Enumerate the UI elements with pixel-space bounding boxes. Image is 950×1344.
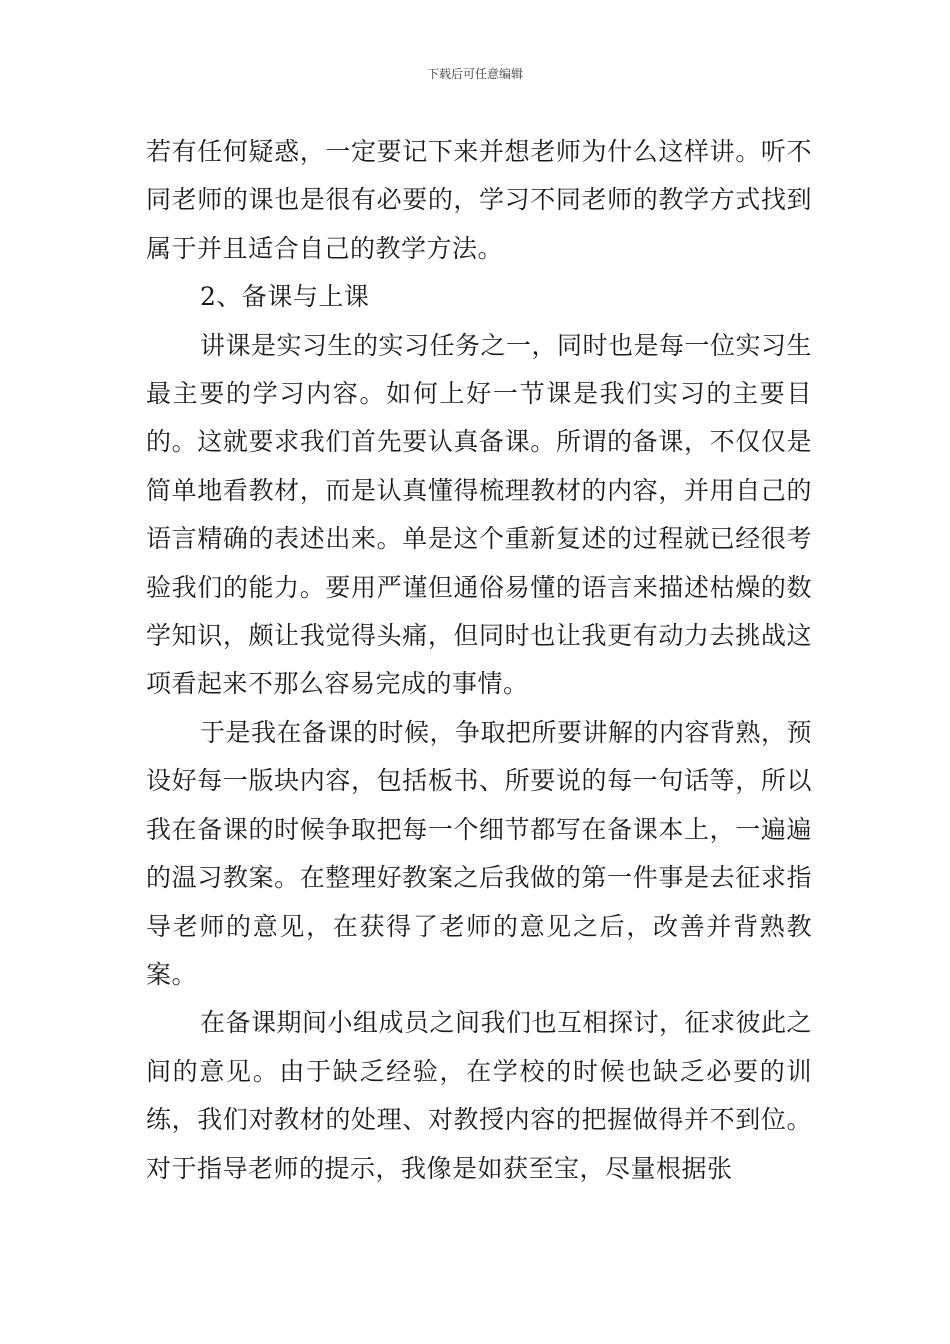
paragraph-group-discussion: 在备课期间小组成员之间我们也互相探讨，征求彼此之间的意见。由于缺乏经验，在学校的时候也缺乏必要的训练，我们对教材的处理、对教授内容的把握做得并不到位。对于指导老师的提示，我像是如获至宝，尽量根据张	[146, 1008, 813, 1183]
paragraph-preparation: 于是我在备课的时候，争取把所要讲解的内容背熟，预设好每一版块内容，包括板书、所要说的每一句话等，所以我在备课的时候争取把每一个细节都写在备课本上，一遍遍的温习教案。在整理好教案之后我做的第一件事是去征求指导老师的意见，在获得了老师的意见之后，改善并背熟教案。	[146, 717, 813, 989]
paragraph-lecturing: 讲课是实习生的实习任务之一，同时也是每一位实习生最主要的学习内容。如何上好一节课是我们实习的主要目的。这就要求我们首先要认真备课。所谓的备课，不仅仅是简单地看教材，而是认真懂得梳理教材的内容，并用自己的语言精确的表述出来。单是这个重新复述的过程就已经很考验我们的能力。要用严谨但通俗易懂的语言来描述枯燥的数学知识，颇让我觉得头痛，但同时也让我更有动力去挑战这项看起来不那么容易完成的事情。	[146, 330, 813, 699]
document-body	[146, 128, 812, 1193]
paragraph-continued: 若有任何疑惑，一定要记下来并想老师为什么这样讲。听不同老师的课也是很有必要的，学习不同老师的教学方式找到属于并且适合自己的教学方法。	[146, 137, 812, 263]
section-heading: 2、备课与上课	[200, 282, 370, 312]
page-header: 下载后可任意编辑	[426, 67, 523, 81]
